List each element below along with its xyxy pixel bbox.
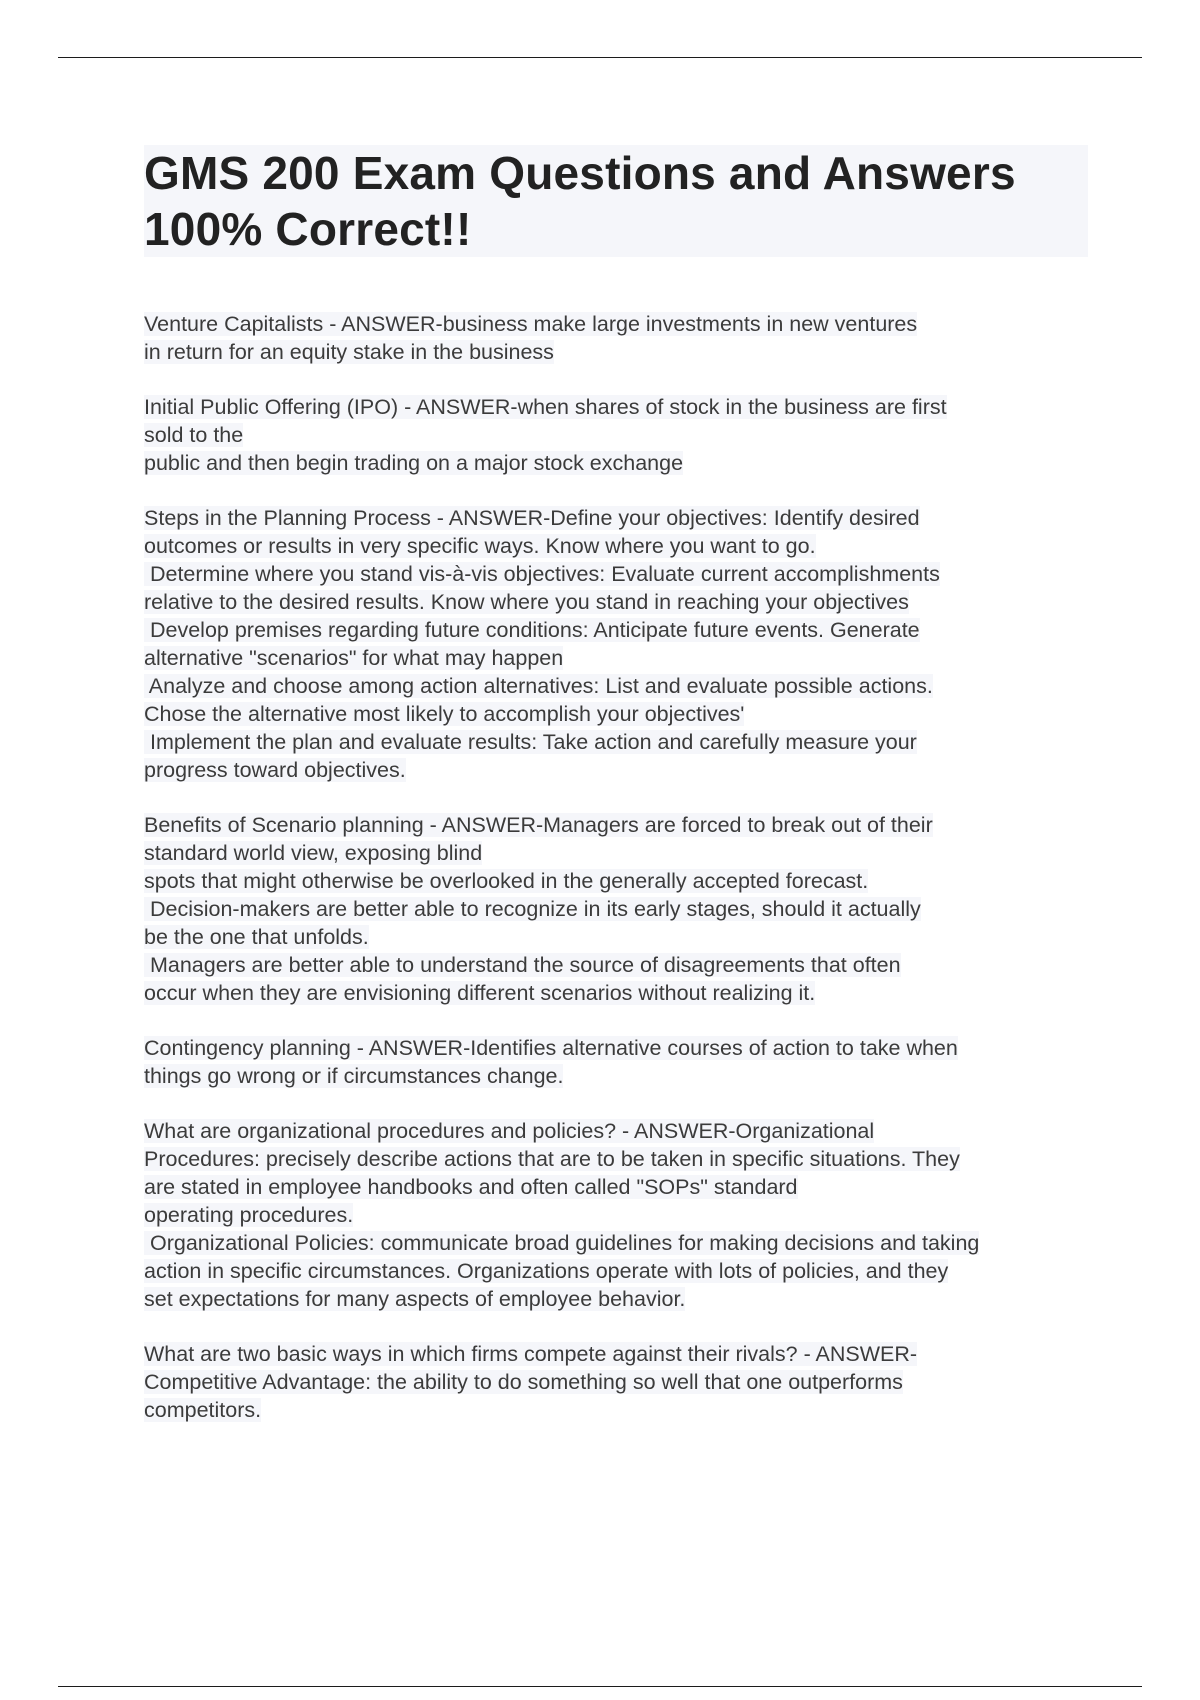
document-body — [144, 310, 1094, 1451]
entry-line: Develop premises regarding future conditions: Anticipate future events. Generate — [144, 618, 920, 642]
entry-line: Analyze and choose among action alternatives: List and evaluate possible actions. — [144, 674, 933, 698]
header-rule — [58, 57, 1142, 58]
qa-entry-planning-process — [144, 504, 1094, 784]
entry-line: sold to the — [144, 423, 244, 447]
qa-entry-ipo — [144, 393, 1094, 477]
page-title — [144, 145, 1088, 257]
entry-line: Procedures: precisely describe actions that are to be taken in specific situations. They — [144, 1147, 960, 1171]
entry-line: Benefits of Scenario planning - ANSWER-Managers are forced to break out of their — [144, 813, 933, 837]
entry-line: progress toward objectives. — [144, 758, 406, 782]
entry-line: Decision-makers are better able to recognize in its early stages, should it actually — [144, 897, 921, 921]
entry-line: What are two basic ways in which firms compete against their rivals? - ANSWER- — [144, 1342, 918, 1366]
entry-line: set expectations for many aspects of employee behavior. — [144, 1287, 686, 1311]
qa-entry-venture-capitalists — [144, 310, 1094, 366]
entry-line: public and then begin trading on a major stock exchange — [144, 451, 684, 475]
title-line: GMS 200 Exam Questions and Answers — [144, 147, 1016, 199]
entry-line: outcomes or results in very specific ways. Know where you want to go. — [144, 534, 816, 558]
entry-line: Implement the plan and evaluate results: Take action and carefully measure your — [144, 730, 917, 754]
title-line: 100% Correct!! — [144, 203, 472, 255]
qa-entry-scenario-planning — [144, 811, 1094, 1007]
title-block — [144, 145, 1088, 257]
entry-line: alternative "scenarios" for what may happen — [144, 646, 564, 670]
entry-line: relative to the desired results. Know where you stand in reaching your objectives — [144, 590, 909, 614]
entry-line: are stated in employee handbooks and often called "SOPs" standard — [144, 1175, 798, 1199]
entry-line: Venture Capitalists - ANSWER-business make large investments in new ventures — [144, 312, 918, 336]
entry-line: Competitive Advantage: the ability to do something so well that one outperforms — [144, 1370, 903, 1394]
entry-line: standard world view, exposing blind — [144, 841, 483, 865]
entry-line: Determine where you stand vis-à-vis objectives: Evaluate current accomplishments — [144, 562, 940, 586]
entry-line: things go wrong or if circumstances change. — [144, 1064, 564, 1088]
entry-line: What are organizational procedures and policies? - ANSWER-Organizational — [144, 1119, 875, 1143]
entry-line: action in specific circumstances. Organizations operate with lots of policies, and they — [144, 1259, 949, 1283]
qa-entry-compete-rivals — [144, 1340, 1094, 1424]
entry-line: spots that might otherwise be overlooked in the generally accepted forecast. — [144, 869, 869, 893]
entry-line: Managers are better able to understand the source of disagreements that often — [144, 953, 901, 977]
entry-line: occur when they are envisioning different scenarios without realizing it. — [144, 981, 816, 1005]
entry-line: Initial Public Offering (IPO) - ANSWER-when shares of stock in the business are first — [144, 395, 947, 419]
footer-rule — [58, 1686, 1142, 1687]
entry-line: be the one that unfolds. — [144, 925, 369, 949]
entry-line: Steps in the Planning Process - ANSWER-Define your objectives: Identify desired — [144, 506, 920, 530]
qa-entry-procedures-policies — [144, 1117, 1094, 1313]
entry-line: Organizational Policies: communicate broad guidelines for making decisions and taking — [144, 1231, 980, 1255]
entry-line: Contingency planning - ANSWER-Identifies alternative courses of action to take when — [144, 1036, 958, 1060]
entry-line: competitors. — [144, 1398, 262, 1422]
entry-line: operating procedures. — [144, 1203, 354, 1227]
entry-line: in return for an equity stake in the business — [144, 340, 554, 364]
qa-entry-contingency-planning — [144, 1034, 1094, 1090]
entry-line: Chose the alternative most likely to accomplish your objectives' — [144, 702, 745, 726]
